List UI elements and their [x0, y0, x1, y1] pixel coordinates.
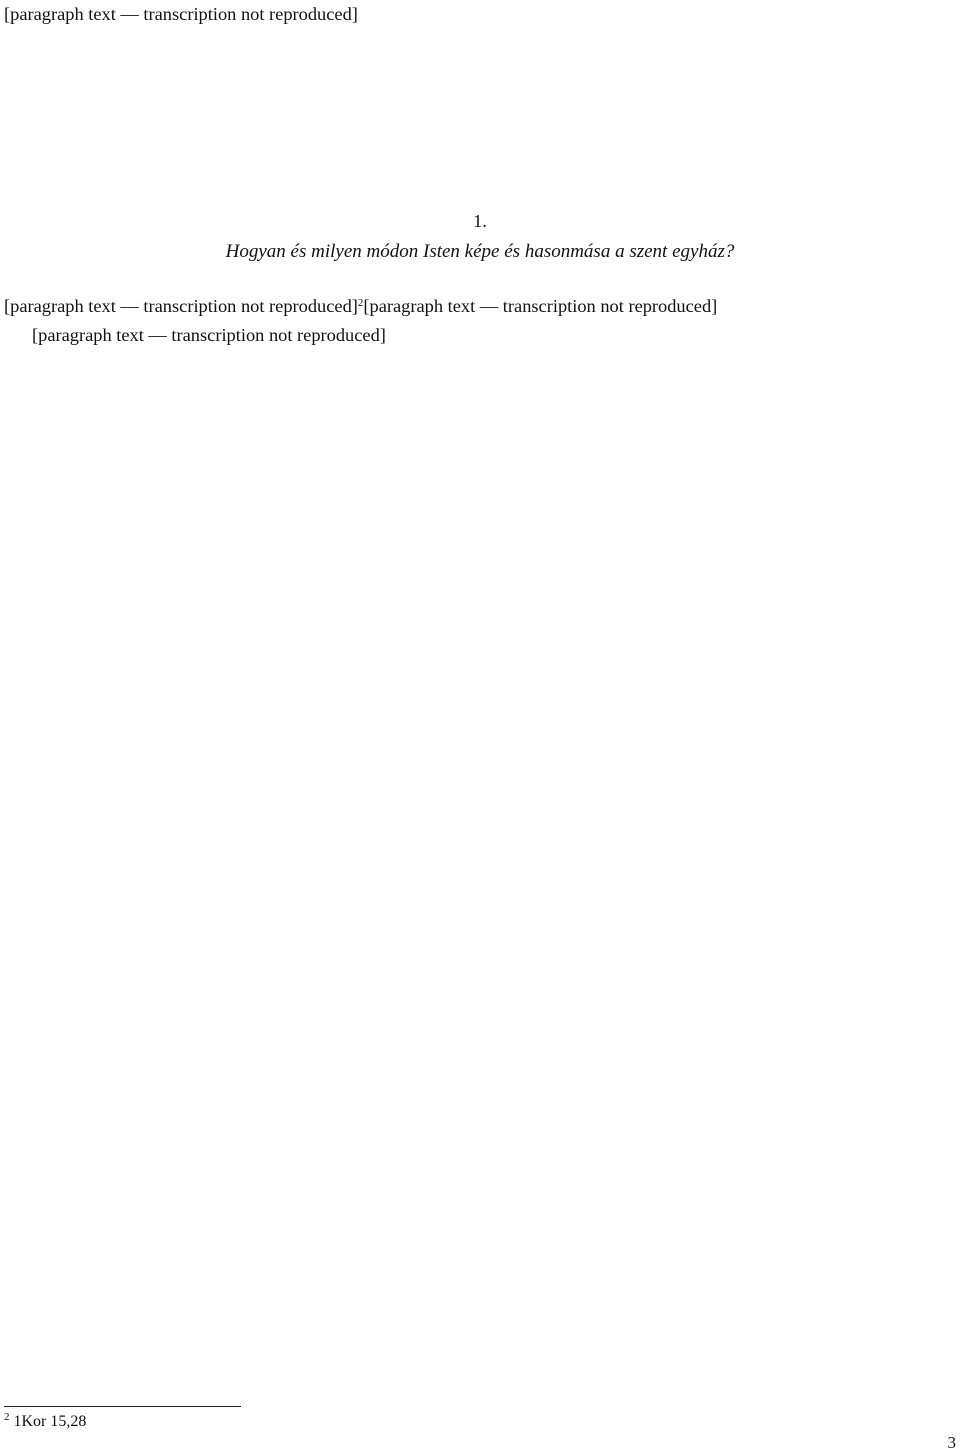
footnote-reference: 2: [357, 297, 364, 309]
page-number: 3: [947, 1433, 956, 1452]
footnote-marker: 2: [4, 1411, 10, 1423]
main-text-block: [0, 292, 960, 351]
footnote-text: 1Kor 15,28: [13, 1413, 87, 1430]
body-paragraph-1: [0, 292, 960, 321]
footnote: [4, 1411, 86, 1433]
body-paragraph-1-text-b: [paragraph text — transcription not reproduced]: [363, 296, 718, 316]
body-paragraph-1-text-a: [paragraph text — transcription not reproduced]: [4, 296, 358, 316]
section-title: Hogyan és milyen módon Isten képe és hasonmása a szent egyház?: [225, 241, 735, 262]
opening-paragraph: [paragraph text — transcription not reproduced]: [4, 4, 358, 24]
body-paragraph-2: [paragraph text — transcription not reproduced]: [32, 325, 386, 346]
section-number: 1.: [473, 211, 487, 231]
opening-text-block: [0, 0, 960, 29]
footnote-divider: [4, 1406, 241, 1407]
